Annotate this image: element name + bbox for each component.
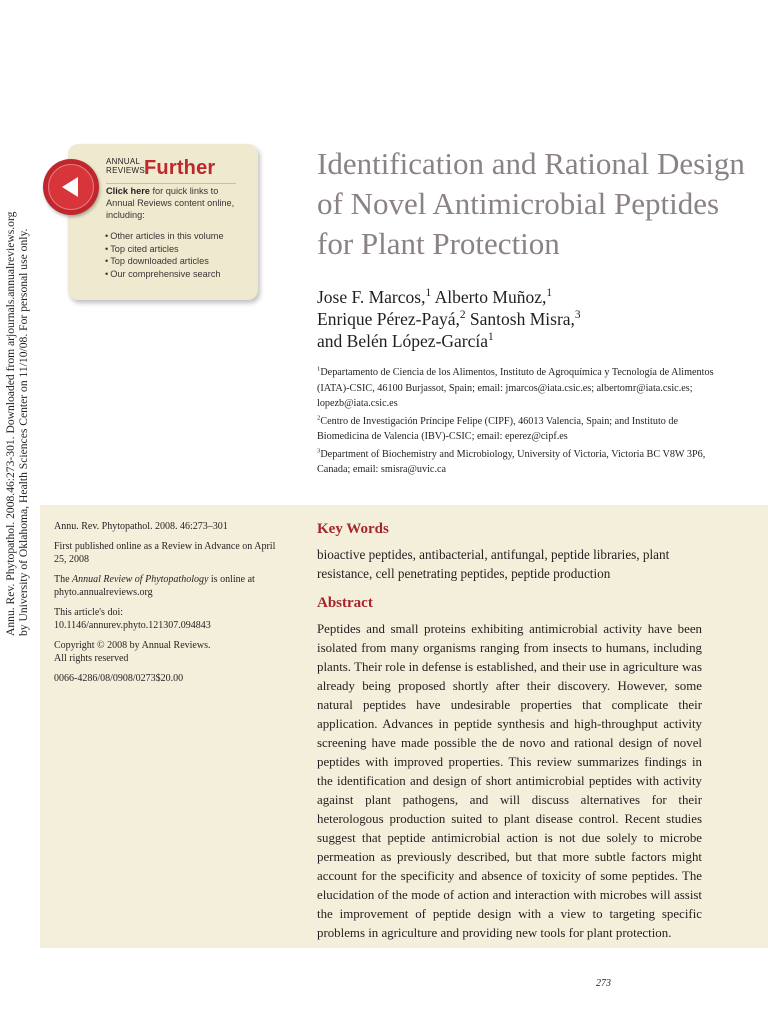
affiliation-1: [317, 365, 717, 412]
author-3-affil: 2: [459, 309, 466, 322]
affiliation-2-number: 2: [317, 414, 321, 422]
author-5-prefix: and: [317, 331, 347, 351]
rights: All rights reserved: [54, 653, 129, 664]
back-arrow-icon[interactable]: [43, 159, 99, 215]
author-4-affil: 3: [574, 309, 581, 322]
further-link-top-cited[interactable]: • Top cited articles: [105, 243, 224, 256]
doi-block: [54, 606, 279, 633]
affiliation-2: [317, 414, 717, 445]
journal-name: Annual Review of Phytopathology: [72, 573, 209, 585]
online-note: [54, 573, 279, 600]
author-5-affil: 1: [488, 331, 494, 344]
download-notice-line-2: by University of Oklahoma, Health Sciences Center on 11/10/08. For personal use only.: [17, 228, 30, 636]
affiliation-3-text: Department of Biochemistry and Microbiology, University of Victoria, Victoria BC V8W 3P6, Canada; email: smisra@uvic.ca: [317, 448, 706, 475]
further-links-list: [105, 230, 224, 280]
author-4: Santosh Misra,: [469, 309, 575, 329]
further-logo-word: Further: [144, 157, 216, 179]
download-notice-line-1: Annu. Rev. Phytopathol. 2008.46:273-301. Downloaded from arjournals.annualreviews.org: [4, 211, 17, 636]
affiliation-3-number: 3: [317, 447, 321, 455]
author-2: Alberto Muñoz,: [434, 287, 547, 307]
back-arrow-glyph: [56, 172, 86, 202]
article-title: Identification and Rational Design of Novel Antimicrobial Peptides for Plant Protection: [317, 146, 745, 261]
author-5: Belén López-García: [346, 331, 489, 351]
further-link-top-downloaded[interactable]: • Top downloaded articles: [105, 255, 224, 268]
publication-meta: [54, 520, 279, 691]
affiliations: [317, 365, 717, 480]
key-words-text: bioactive peptides, antibacterial, antifungal, peptide libraries, plant resistance, cell penetrating peptides, peptide production: [317, 547, 670, 581]
abstract-text: Peptides and small proteins exhibiting antimicrobial activity have been isolated from many organisms ranging from insects to humans, including plants. Their role in defense is established, and their use in agriculture was already being proposed shortly after their discovery. However, some natural peptides have undesirable properties that complicate their application. Advances in peptide synthesis and high-throughput activity screening have made possible the de novo and rational design of novel peptides with improved properties. This review summarizes findings in the identification and design of short antimicrobial peptides with activity against plant pathogens, and will discuss alternatives for their heterologous production suited to plant disease control. Recent studies suggest that peptide antimicrobial action is not due solely to microbe permeation as previously described, but that more subtle factors might account for the specificity and absence of toxicity of some peptides. The elucidation of the mode of action and interaction with microbes will assist the improvement of peptide design with a view to targeting specific problems in agriculture and providing new tools for plant protection.: [317, 622, 702, 940]
author-1-affil: 1: [425, 287, 432, 300]
further-blurb-text: for quick links to Annual Reviews content online, including:: [106, 186, 235, 220]
further-link-other-articles[interactable]: • Other articles in this volume: [105, 230, 224, 243]
first-published: First published online as a Review in Advance on April 25, 2008: [54, 540, 276, 565]
doi-value[interactable]: 10.1146/annurev.phyto.121307.094843: [54, 620, 211, 631]
abstract-heading: Abstract: [317, 595, 373, 611]
author-2-affil: 1: [546, 287, 553, 300]
page-number: 273: [596, 978, 611, 989]
affiliation-2-text: Centro de Investigación Príncipe Felipe (CIPF), 46013 Valencia, Spain; and Instituto de Biomedicina de Valencia (IBV)-CSIC; email: eperez@cipf.es: [317, 415, 679, 442]
annual-reviews-further-box[interactable]: [68, 144, 258, 300]
brand-line-2: REVIEWS: [106, 166, 145, 175]
copyright: Copyright © 2008 by Annual Reviews.: [54, 639, 211, 651]
affiliation-1-text: Departamento de Ciencia de los Alimentos, Instituto de Agroquímica y Tecnología de Alimentos (IATA)-CSIC, 46100 Burjassot, Spain; email: jmarcos@iata.csic.es; albertomr@iata.csic.es; lopezb@iata.csic.es: [317, 367, 714, 409]
doi-label: This article's doi:: [54, 606, 124, 618]
author-list: [317, 286, 747, 352]
affiliation-1-number: 1: [317, 365, 321, 373]
key-words-heading: Key Words: [317, 521, 389, 537]
citation: Annu. Rev. Phytopathol. 2008. 46:273–301: [54, 521, 228, 532]
online-suffix: is online at phyto.annualreviews.org: [54, 573, 255, 598]
affiliation-3: [317, 447, 717, 478]
annual-reviews-brand: [106, 157, 145, 175]
click-here-link[interactable]: Click here: [106, 186, 150, 196]
author-1: Jose F. Marcos,: [317, 287, 426, 307]
issn-price: 0066-4286/08/0908/0273$20.00: [54, 672, 184, 684]
further-divider: [106, 183, 236, 184]
online-prefix: The: [54, 573, 73, 585]
author-3: Enrique Pérez-Payá,: [317, 309, 460, 329]
further-link-search[interactable]: • Our comprehensive search: [105, 268, 224, 281]
download-notice: [0, 0, 30, 636]
further-blurb: [106, 185, 242, 221]
brand-line-1: ANNUAL: [106, 157, 141, 166]
copyright-block: [54, 639, 279, 666]
